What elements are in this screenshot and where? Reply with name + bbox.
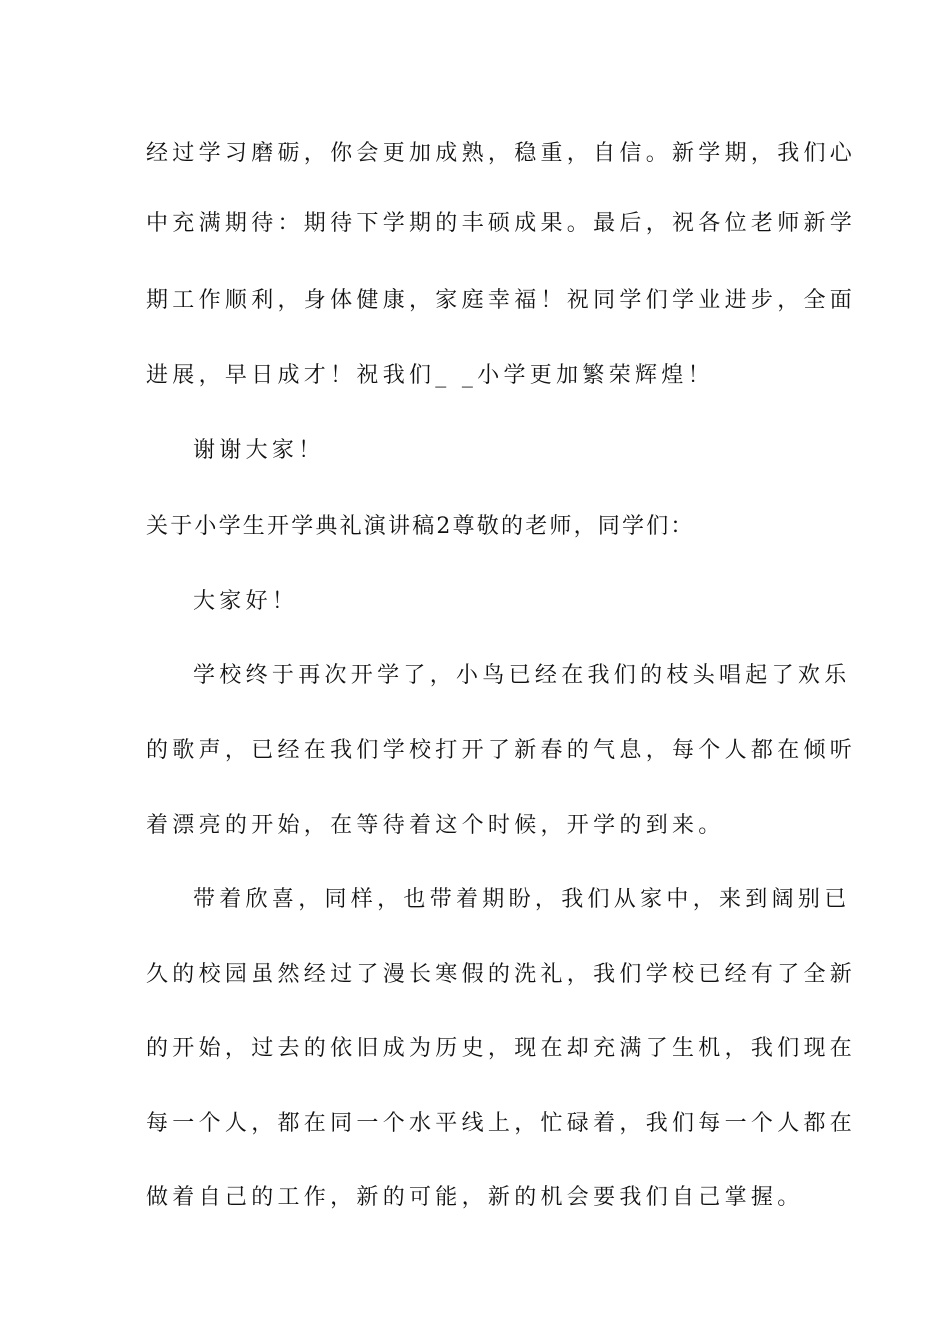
paragraph-line: 带着欣喜，同样，也带着期盼，我们从家中，来到阔别已	[193, 887, 851, 912]
paragraph-line: 的歌声，已经在我们学校打开了新春的气息，每个人都在倾听	[146, 738, 857, 763]
paragraph-line: 的开始，过去的依旧成为历史，现在却充满了生机，我们现在	[146, 1036, 857, 1061]
paragraph-line: 中充满期待：期待下学期的丰硕成果。最后，祝各位老师新学	[146, 211, 857, 236]
greeting-line: 大家好！	[193, 589, 299, 614]
paragraph-line: 着漂亮的开始，在等待着这个时候，开学的到来。	[146, 813, 725, 838]
section-heading: 关于小学生开学典礼演讲稿2尊敬的老师，同学们：	[146, 514, 695, 539]
paragraph-line: 经过学习磨砺，你会更加成熟，稳重，自信。新学期，我们心	[146, 141, 857, 166]
paragraph-line: 做着自己的工作，新的可能，新的机会要我们自己掌握。	[146, 1185, 804, 1210]
paragraph-line: 每一个人，都在同一个水平线上，忙碌着，我们每一个人都在	[146, 1111, 857, 1136]
closing-line: 谢谢大家！	[193, 438, 325, 463]
paragraph-line: 期工作顺利，身体健康，家庭幸福！祝同学们学业进步，全面	[146, 288, 857, 313]
paragraph-line: 久的校园虽然经过了漫长寒假的洗礼，我们学校已经有了全新	[146, 962, 857, 987]
paragraph-line: 进展，早日成才！祝我们_ _小学更加繁荣辉煌！	[146, 363, 714, 388]
paragraph-line: 学校终于再次开学了，小鸟已经在我们的枝头唱起了欢乐	[193, 663, 851, 688]
